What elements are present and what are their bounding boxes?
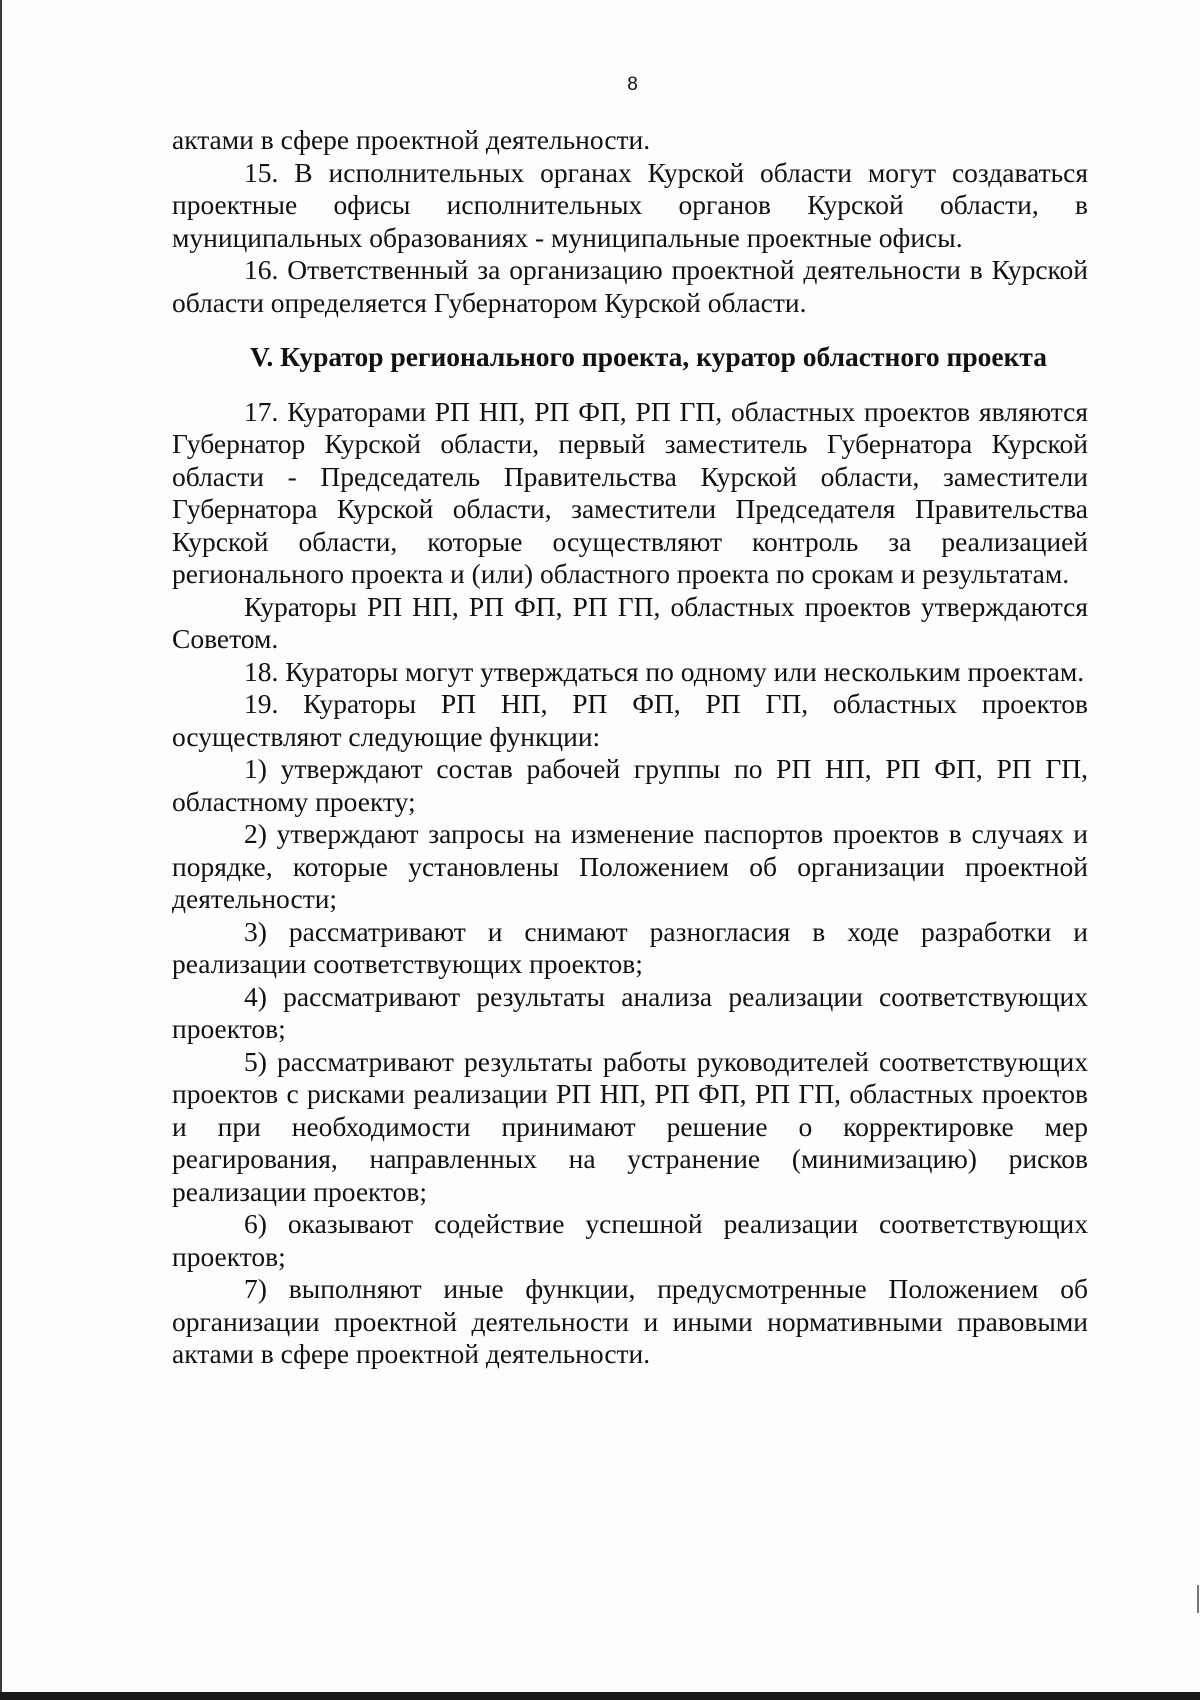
- list-item-5: 5) рассматривают результаты работы руководителей соответствующих проектов с рисками реализации РП НП, РП ФП, РП ГП, областных проектов и при необходимости принимают решение о корректировке мер реагирования, направленных на устранение (минимизацию) рисков реализации проектов;: [172, 1045, 1088, 1207]
- paragraph-item-15: 15. В исполнительных органах Курской области могут создаваться проектные офисы исполнительных органов Курской области, в муниципальных образованиях - муниципальные проектные офисы.: [172, 156, 1088, 253]
- list-item-4: 4) рассматривают результаты анализа реализации соответствующих проектов;: [172, 980, 1088, 1044]
- paragraph-item-16: 16. Ответственный за организацию проектной деятельности в Курской области определяется Губернатором Курской области.: [172, 254, 1088, 318]
- paragraph-curators-approval: Кураторы РП НП, РП ФП, РП ГП, областных проектов утверждаются Советом.: [172, 590, 1088, 654]
- paragraph-item-18: 18. Кураторы могут утверждаться по одному или нескольким проектам.: [244, 655, 1085, 687]
- scan-mark-right: [1197, 1585, 1199, 1613]
- paragraph-item-17: 17. Кураторами РП НП, РП ФП, РП ГП, областных проектов являются Губернатор Курской области, первый заместитель Губернатора Курской области - Председатель Правительства Курской области, заместители Губернатора Курской области, заместители Председателя Правительства Курской области, которые осуществляют контроль за реализацией регионального проекта и (или) областного проекта по срокам и результатам.: [172, 395, 1088, 589]
- page-number: 8: [627, 74, 638, 95]
- section-heading: V. Куратор регионального проекта, куратор областного проекта: [250, 341, 1048, 372]
- paragraph-item-19: 19. Кураторы РП НП, РП ФП, РП ГП, областных проектов осуществляют следующие функции:: [172, 688, 1088, 752]
- document-body: [172, 124, 1088, 1371]
- list-item-2: 2) утверждают запросы на изменение паспортов проектов в случаях и порядке, которые установлены Положением об организации проектной деятельности;: [172, 818, 1088, 914]
- scan-edge-left: [0, 0, 2, 1700]
- scan-edge-bottom: [0, 1692, 1200, 1700]
- list-item-7: 7) выполняют иные функции, предусмотренные Положением об организации проектной деятельности и иными нормативными правовыми актами в сфере проектной деятельности.: [172, 1273, 1088, 1369]
- paragraph-continuation: актами в сфере проектной деятельности.: [172, 124, 651, 155]
- list-item-1: 1) утверждают состав рабочей группы по РП НП, РП ФП, РП ГП, областному проекту;: [172, 753, 1088, 817]
- list-item-6: 6) оказывают содействие успешной реализации соответствующих проектов;: [172, 1208, 1088, 1272]
- list-item-3: 3) рассматривают и снимают разногласия в ходе разработки и реализации соответствующих проектов;: [172, 915, 1088, 979]
